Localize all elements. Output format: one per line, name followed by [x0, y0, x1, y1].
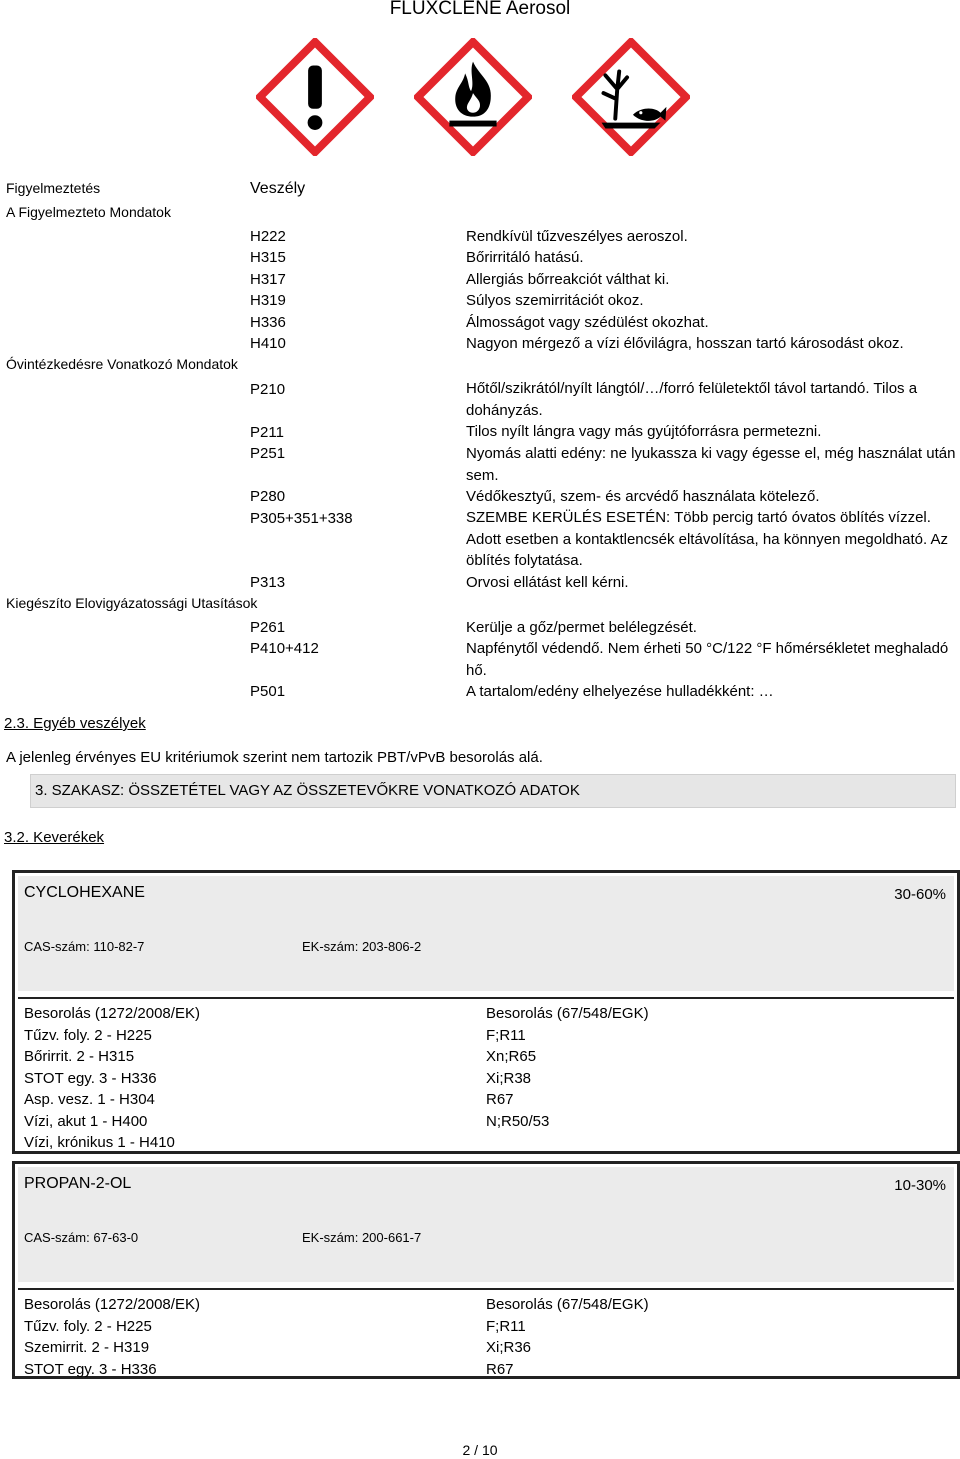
dsd-item: F;R11: [486, 1026, 526, 1044]
substance-card: [12, 1161, 960, 1379]
dsd-column: [486, 1003, 649, 1132]
supplementary-text: A tartalom/edény elhelyezése hulladékként: …: [466, 683, 774, 700]
precaution-text: SZEMBE KERÜLÉS ESETÉN: Több percig tartó óvatos öblítés vízzel. Adott esetben a kontaktlencsék eltávolítása, ha könnyen megoldható. Az öblítés folytatása.: [466, 509, 948, 569]
precautionary-statements-label: Óvintézkedésre Vonatkozó Mondatok: [6, 356, 238, 372]
substance-card: [12, 870, 960, 1154]
dsd-item: R67: [486, 1360, 514, 1378]
cas-number: CAS-szám: 110-82-7: [24, 939, 145, 954]
precaution-text: Nyomás alatti edény: ne lyukassza ki vagy égesse el, még használat után sem.: [466, 445, 956, 484]
section-3-bar: [30, 774, 956, 808]
clp-item: Vízi, krónikus 1 - H410: [24, 1134, 175, 1151]
clp-item: Bőrirrit. 2 - H315: [24, 1048, 135, 1065]
clp-item: Tűzv. foly. 2 - H225: [24, 1317, 152, 1335]
dsd-column: [486, 1294, 649, 1380]
hazard-code: H319: [250, 292, 286, 309]
flame-icon: [414, 38, 532, 156]
dsd-header: Besorolás (67/548/EGK): [486, 1296, 649, 1313]
dsd-item: Xi;R38: [486, 1069, 532, 1087]
supplementary-code: P501: [250, 683, 286, 700]
section-3-title: 3. SZAKASZ: ÖSSZETÉTEL VAGY AZ ÖSSZETEVŐKRE VONATKOZÓ ADATOK: [35, 782, 580, 799]
supplementary-code: P261: [250, 619, 286, 636]
dsd-item: R67: [486, 1091, 514, 1108]
other-hazards-heading: 2.3. Egyéb veszélyek: [4, 715, 146, 732]
substance-header: [18, 1167, 954, 1282]
supplementary-text: Napfénytől védendő. Nem érheti 50 °C/122 °F hőmérsékletet meghaladó hő.: [466, 640, 949, 679]
precaution-text: Védőkesztyű, szem- és arcvédő használata kötelező.: [466, 488, 820, 505]
clp-item: Szemirrit. 2 - H319: [24, 1339, 150, 1356]
supplementary-label: Kiegészíto Elovigyázatossági Utasítások: [6, 595, 258, 611]
substance-name: CYCLOHEXANE: [24, 884, 145, 901]
mixtures-heading: 3.2. Keverékek: [4, 829, 105, 846]
hazard-text: Súlyos szemirritációt okoz.: [466, 292, 644, 309]
cas-number: CAS-szám: 67-63-0: [24, 1230, 139, 1245]
precaution-code: P211: [250, 424, 284, 441]
ec-number: EK-szám: 200-661-7: [302, 1230, 422, 1245]
substance-percent: 10-30%: [894, 1177, 946, 1194]
hazard-text: Rendkívül tűzveszélyes aeroszol.: [466, 228, 688, 245]
exclamation-mark-icon: [256, 38, 374, 156]
clp-column: [24, 1003, 200, 1154]
clp-item: STOT egy. 3 - H336: [24, 1360, 157, 1378]
dsd-header: Besorolás (67/548/EGK): [486, 1005, 649, 1022]
precaution-code: P280: [250, 488, 286, 505]
hazard-code: H317: [250, 271, 286, 288]
precaution-text: Orvosi ellátást kell kérni.: [466, 574, 629, 591]
page-number: 2 / 10: [462, 1442, 498, 1458]
hazard-code: H336: [250, 314, 286, 331]
precaution-code: P210: [250, 381, 286, 398]
substance-name: PROPAN-2-OL: [24, 1175, 132, 1192]
classification-table: [18, 997, 954, 1151]
dsd-item: N;R50/53: [486, 1112, 550, 1130]
hazard-code: H222: [250, 228, 286, 245]
document-title: FLUXCLENE Aerosol: [389, 0, 571, 19]
precaution-text: Hőtől/szikrától/nyílt lángtól/…/forró felületektől távol tartandó. Tilos a dohányzás.: [466, 380, 918, 419]
signal-word: Veszély: [250, 180, 306, 197]
precaution-code: P313: [250, 574, 286, 591]
dsd-item: F;R11: [486, 1317, 526, 1335]
hazard-statements-label: A Figyelmezteto Mondatok: [6, 204, 171, 220]
environment-icon: [572, 38, 690, 156]
substance-percent: 30-60%: [894, 886, 946, 903]
clp-header: Besorolás (1272/2008/EK): [24, 1005, 200, 1022]
ec-number: EK-szám: 203-806-2: [302, 939, 422, 954]
hazard-text: Nagyon mérgező a vízi élővilágra, hosszan tartó károsodást okoz.: [466, 335, 904, 352]
hazard-text: Álmosságot vagy szédülést okozhat.: [466, 314, 709, 331]
precaution-text: Tilos nyílt lángra vagy más gyújtóforrásra permetezni.: [466, 423, 822, 440]
clp-item: Tűzv. foly. 2 - H225: [24, 1026, 152, 1044]
hazard-code: H410: [250, 335, 286, 352]
clp-item: Asp. vesz. 1 - H304: [24, 1091, 155, 1108]
other-hazards-text: A jelenleg érvényes EU kritériumok szerint nem tartozik PBT/vPvB besorolás alá.: [6, 749, 543, 766]
substance-header: [18, 876, 954, 991]
precaution-code: P305+351+338: [250, 510, 353, 527]
supplementary-code: P410+412: [250, 640, 319, 657]
clp-item: STOT egy. 3 - H336: [24, 1069, 157, 1087]
dsd-item: Xi;R36: [486, 1339, 532, 1356]
signal-word-label: Figyelmeztetés: [6, 180, 101, 196]
classification-table: [18, 1288, 954, 1376]
supplementary-text: Kerülje a gőz/permet belélegzését.: [466, 619, 697, 636]
clp-column: [24, 1294, 200, 1380]
clp-item: Vízi, akut 1 - H400: [24, 1112, 148, 1130]
hazard-text: Bőrirritáló hatású.: [466, 249, 584, 266]
precaution-code: P251: [250, 445, 286, 462]
dsd-item: Xn;R65: [486, 1048, 537, 1065]
hazard-text: Allergiás bőrreakciót válthat ki.: [466, 271, 670, 288]
hazard-code: H315: [250, 249, 286, 266]
clp-header: Besorolás (1272/2008/EK): [24, 1296, 200, 1313]
